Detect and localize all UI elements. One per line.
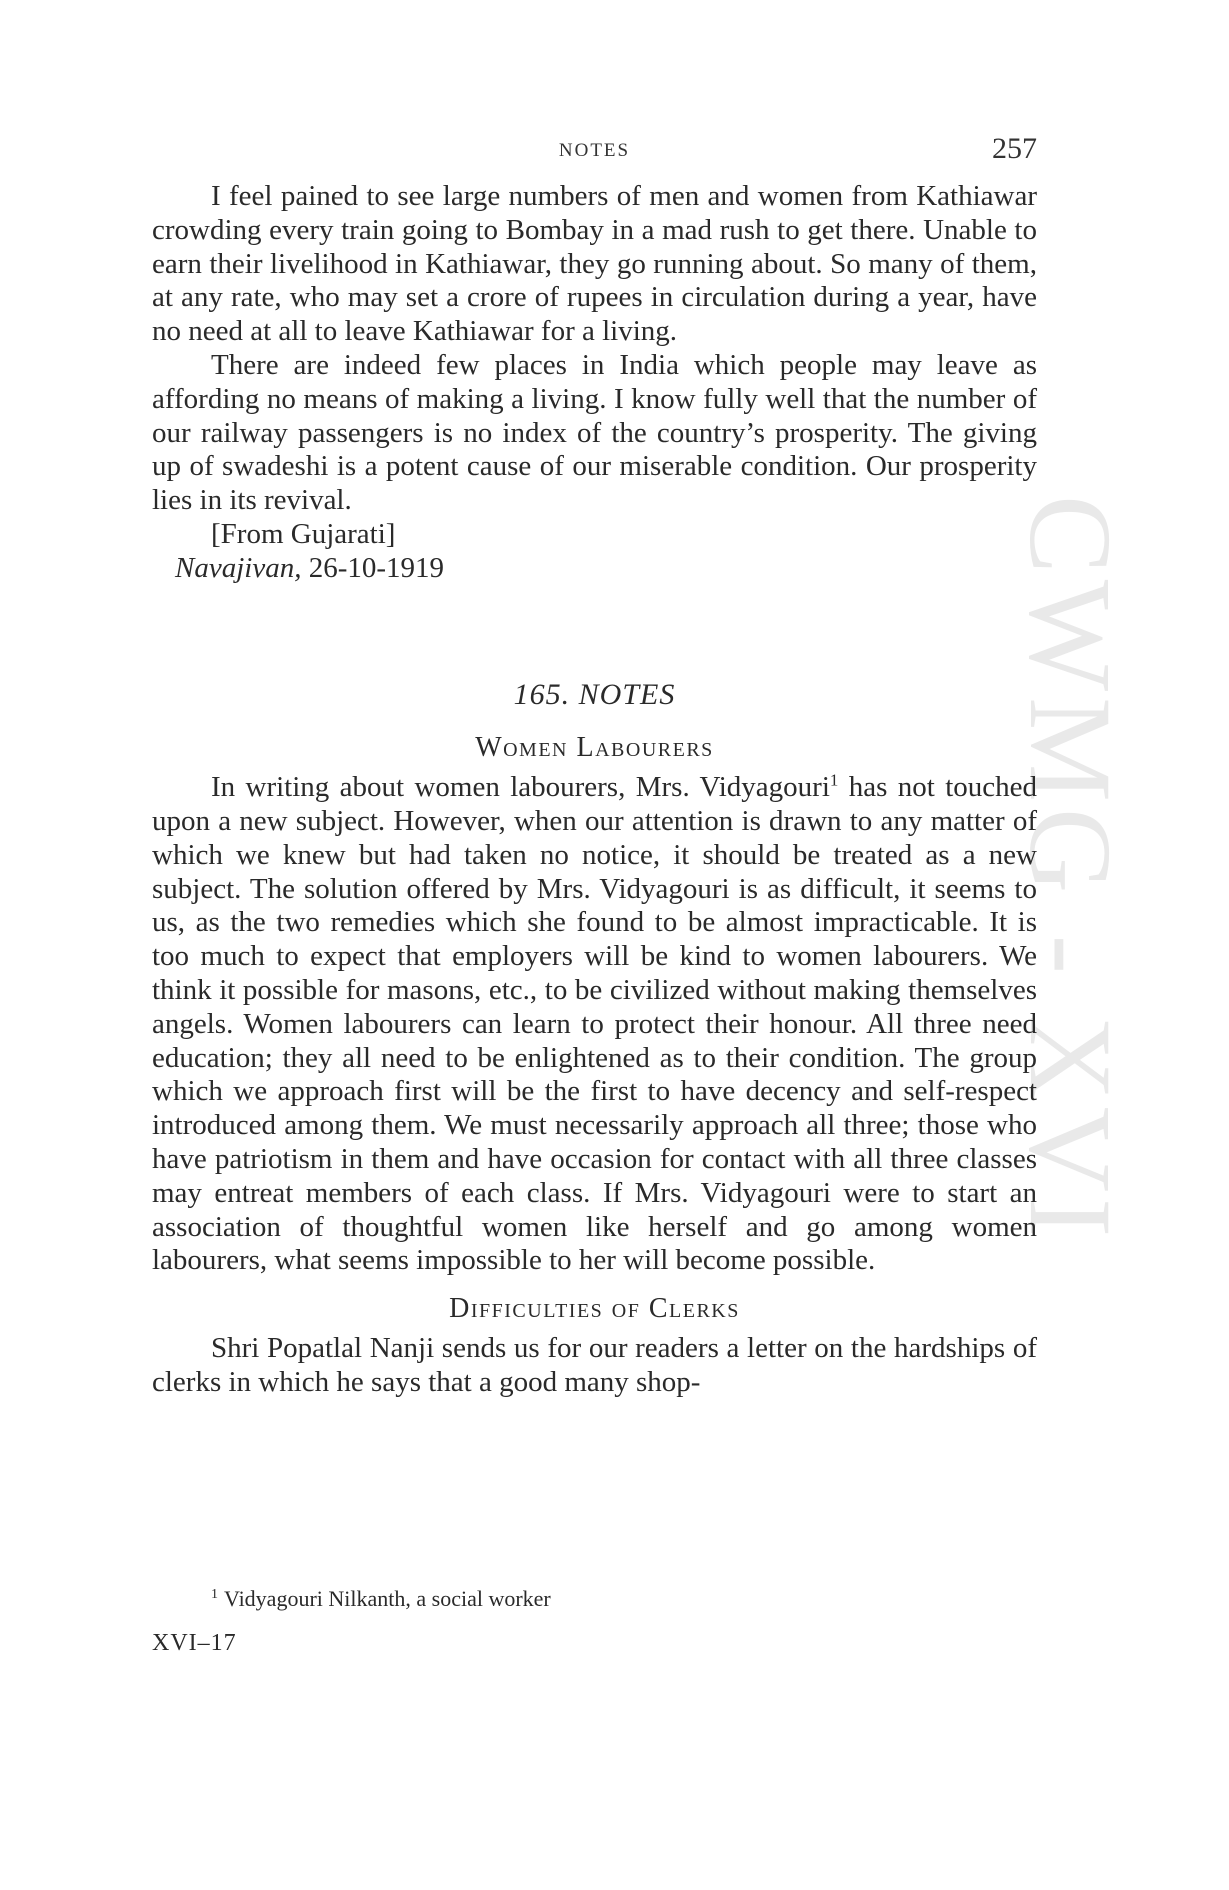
page-number: 257 xyxy=(992,132,1037,165)
footnote xyxy=(211,1586,551,1612)
dateline xyxy=(152,552,1037,586)
source-note: [From Gujarati] xyxy=(211,517,396,550)
article-title: 165. NOTES xyxy=(513,677,676,711)
running-head: NOTES xyxy=(558,140,631,161)
paragraph: Shri Popatlal Nanji sends us for our readers a letter on the hardships of clerks in which he says that a good many shop- xyxy=(152,1331,1037,1398)
paragraph: There are indeed few places in India which people may leave as affording no means of making a living. I know fully well that the number of our railway passengers is no index of the country’s prosperity. The giving up of swadeshi is a potent cause of our miserable condition. Our prosperity lies in its revival. xyxy=(152,348,1037,517)
paragraph xyxy=(152,771,1037,1278)
footnote-text: Vidyagouri Nilkanth, a social worker xyxy=(224,1586,551,1611)
paragraph-text: has not touched upon a new subject. However, when our attention is drawn to any matter of which we knew but had taken no notice, it should be treated as a new subject. The solution offered by Mrs. Vidyagouri is as difficult, it seems to us, as the two remedies which she found to be almost impracticable. It is too much to expect that employers will be kind to women labourers. We think it possible for masons, etc., to be civilized without making themselves angels. Women labourers can learn to protect their honour. All three need education; they all need to be enlightened as to their condition. The group which we approach first will be the first to have decency and self-respect introduced among them. We must necessarily approach all three; those who have patriotism in them and have occasion for contact with all three classes may entreat members of each class. If Mrs. Vidyagouri were to start an association of thoughtful women like herself and go among women labourers, what seems impossible to her will become possible. xyxy=(152,771,1038,1277)
footnote-ref: 1 xyxy=(829,770,839,790)
publication-date: 26-10-1919 xyxy=(308,551,445,584)
section-heading: Women Labourers xyxy=(475,732,714,764)
paragraph: I feel pained to see large numbers of men and women from Kathiawar crowding every train going to Bombay in a mad rush to get there. Unable to earn their livelihood in Kathiawar, they go running about. So many of them, at any rate, who may set a crore of rupees in circulation during a year, have no need at all to leave Kathiawar for a living. xyxy=(152,180,1037,348)
body-text xyxy=(152,180,1037,1400)
volume-mark: XVI–17 xyxy=(152,1630,237,1656)
footnote-number: 1 xyxy=(211,1586,218,1602)
watermark: CWMG - XVI xyxy=(1005,495,1136,1244)
section-heading: Difficulties of Clerks xyxy=(449,1293,740,1325)
page-header xyxy=(152,132,1037,172)
paragraph-text: In writing about women labourers, Mrs. Vidyagouri xyxy=(211,771,830,804)
publication-name: Navajivan, xyxy=(175,551,302,584)
